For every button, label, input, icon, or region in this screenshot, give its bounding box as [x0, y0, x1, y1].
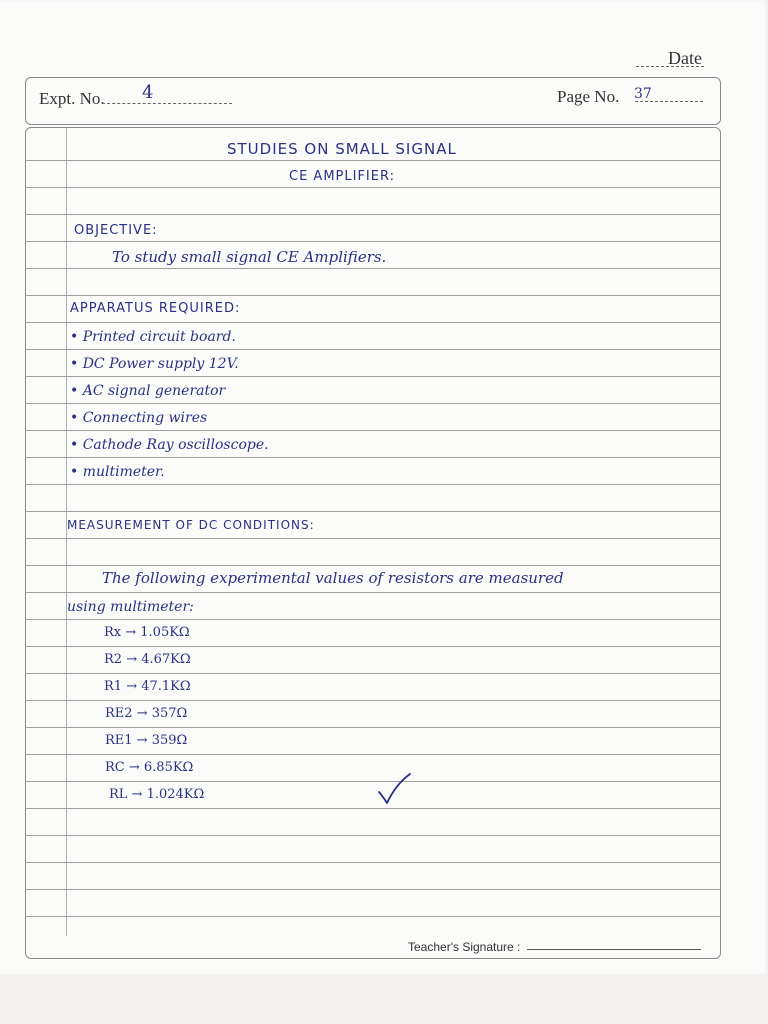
apparatus-item: • AC signal generator: [70, 383, 226, 399]
apparatus-item: • multimeter.: [70, 464, 165, 480]
ruled-line: [25, 781, 720, 782]
resistor-value: RL → 1.024KΩ: [109, 787, 205, 802]
ruled-line: [25, 565, 720, 566]
signature-label: Teacher's Signature :: [408, 940, 521, 954]
ruled-line: [25, 538, 720, 539]
apparatus-item: • Connecting wires: [70, 410, 208, 426]
apparatus-heading: APPARATUS REQUIRED:: [70, 301, 241, 316]
ruled-line: [25, 160, 720, 161]
apparatus-item: • Printed circuit board.: [70, 329, 236, 345]
ruled-line: [25, 808, 720, 809]
measurement-intro-line-1: The following experimental values of resistors are measured: [102, 569, 564, 587]
objective-heading: OBJECTIVE:: [74, 223, 158, 238]
ruled-line: [25, 916, 720, 917]
ruled-line: [25, 403, 720, 404]
ruled-line: [25, 646, 720, 647]
ruled-line: [25, 376, 720, 377]
ruled-line: [25, 754, 720, 755]
ruled-line: [25, 511, 720, 512]
ruled-line: [25, 619, 720, 620]
measurement-heading: MEASUREMENT OF DC CONDITIONS:: [67, 518, 315, 532]
date-label: Date: [668, 48, 702, 68]
ruled-line: [25, 430, 720, 431]
title-line-1: STUDIES ON SMALL SIGNAL: [227, 140, 457, 158]
apparatus-item: • DC Power supply 12V.: [70, 356, 239, 372]
expt-number: 4: [142, 82, 154, 103]
resistor-value: R1 → 47.1KΩ: [104, 679, 191, 694]
title-line-2: CE AMPLIFIER:: [289, 169, 395, 184]
ruled-line: [25, 241, 720, 242]
ruled-line: [25, 700, 720, 701]
date-line: [636, 66, 704, 67]
ruled-line: [25, 295, 720, 296]
ruled-line: [25, 214, 720, 215]
expt-label: Expt. No.: [39, 89, 105, 108]
ruled-line: [25, 322, 720, 323]
ruled-line: [25, 349, 720, 350]
apparatus-item: • Cathode Ray oscilloscope.: [70, 437, 269, 453]
check-icon: [376, 772, 412, 808]
objective-text: To study small signal CE Amplifiers.: [112, 248, 387, 266]
resistor-value: RE2 → 357Ω: [105, 706, 188, 721]
expt-line: [102, 103, 232, 104]
page-number: 37: [634, 86, 652, 102]
ruled-line: [25, 835, 720, 836]
resistor-value: RE1 → 359Ω: [105, 733, 188, 748]
ruled-line: [25, 484, 720, 485]
ruled-line: [25, 727, 720, 728]
signature-line: [527, 949, 701, 950]
ruled-line: [25, 268, 720, 269]
ruled-line: [25, 889, 720, 890]
ruled-line: [25, 592, 720, 593]
ruled-line: [25, 187, 720, 188]
resistor-value: Rx → 1.05KΩ: [104, 625, 190, 640]
margin-line: [66, 128, 67, 936]
resistor-value: RC → 6.85KΩ: [105, 760, 194, 775]
resistor-value: R2 → 4.67KΩ: [104, 652, 191, 667]
ruled-line: [25, 457, 720, 458]
measurement-intro-line-2: using multimeter:: [67, 599, 194, 615]
ruled-line: [25, 862, 720, 863]
ruled-line: [25, 673, 720, 674]
page-label: Page No.: [557, 87, 620, 106]
